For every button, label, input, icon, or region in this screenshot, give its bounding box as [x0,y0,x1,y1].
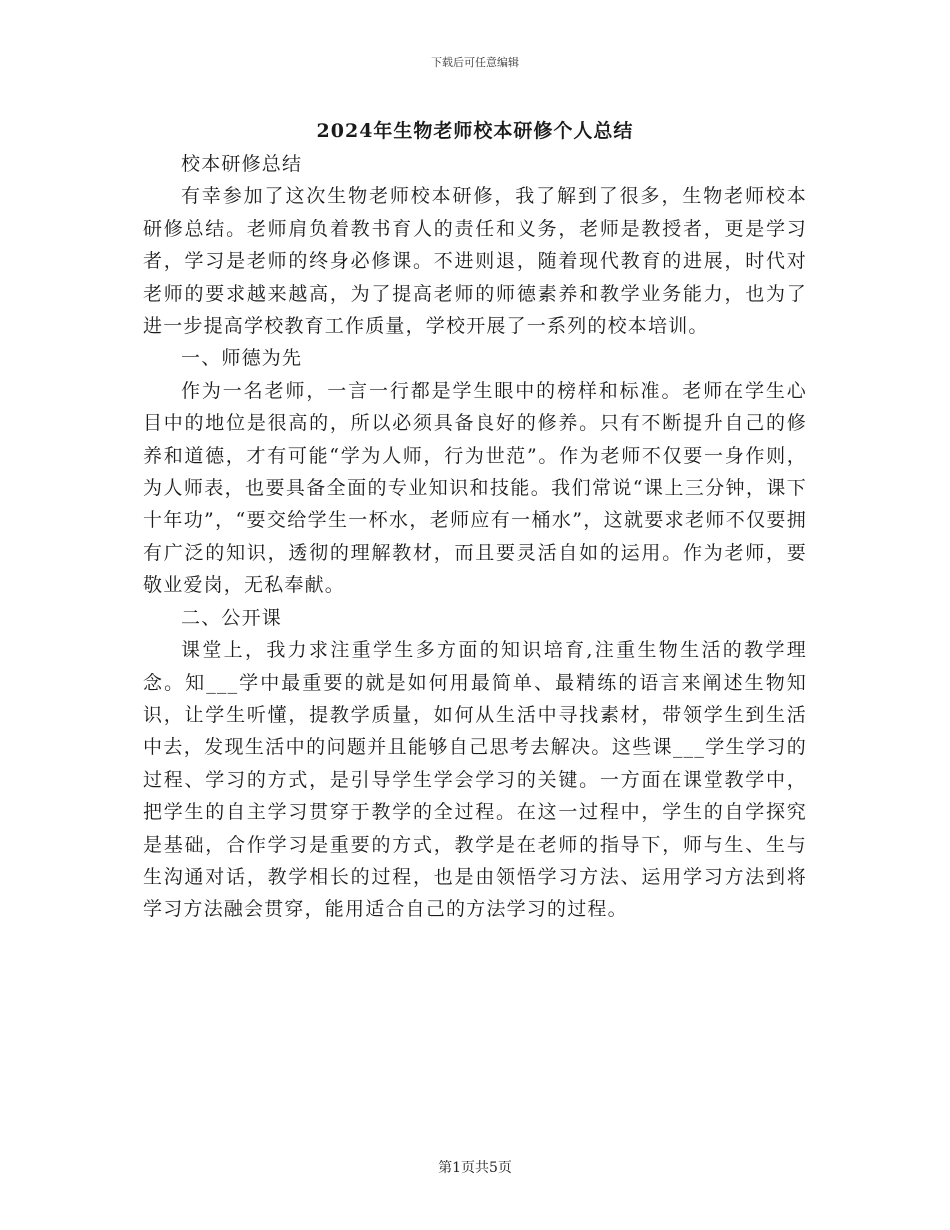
document-title: 2024年生物老师校本研修个人总结 [316,120,634,142]
header-note: 下载后可任意编辑 [431,56,519,69]
page-number: 第1页共5页 [438,1160,512,1176]
section-heading-ethics: 一、师德为先 [181,347,303,370]
body-paragraph-intro: 有幸参加了这次生物老师校本研修，我了解到了很多，生物老师校本研修总结。老师肩负着教书育人的责任和义务，老师是教授者，更是学习者，学习是老师的终身必修课。不进则退，随着现代教育的进展，时代对老师的要求越来越高，为了提高老师的师德素养和教学业务能力，也为了进一步提高学校教育工作质量，学校开展了一系列的校本培训。 [143,185,807,338]
body-paragraph-open-class: 课堂上，我力求注重学生多方面的知识培育,注重生物生活的教学理念。知___学中最重要的就是如何用最简单、最精练的语言来阐述生物知识，让学生听懂，提教学质量，如何从生活中寻找素材，带领学生到生活中去，发现生活中的问题并且能够自己思考去解决。这些课___学生学习的过程、学习的方式，是引导学生学会学习的关键。一方面在课堂教学中，把学生的自主学习贯穿于教学的全过程。在这一过程中，学生的自学探究是基础，合作学习是重要的方式，教学是在老师的指导下，师与生、生与生沟通对话，教学相长的过程，也是由领悟学习方法、运用学习方法到将学习方法融会贯穿，能用适合自己的方法学习的过程。 [143,639,807,921]
section-heading-summary: 校本研修总结 [181,153,303,175]
document-body [143,148,807,926]
body-paragraph-ethics: 作为一名老师，一言一行都是学生眼中的榜样和标准。老师在学生心目中的地位是很高的，所以必须具备良好的修养。只有不断提升自己的修养和道德，才有可能“学为人师，行为世范”。作为老师不仅要一身作则，为人师表，也要具备全面的专业知识和技能。我们常说“课上三分钟，课下十年功”，“要交给学生一杯水，老师应有一桶水”，这就要求老师不仅要拥有广泛的知识，透彻的理解教材，而且要灵活自如的运用。作为老师，要敬业爱岗，无私奉献。 [143,379,807,597]
section-heading-open-class: 二、公开课 [181,606,283,629]
